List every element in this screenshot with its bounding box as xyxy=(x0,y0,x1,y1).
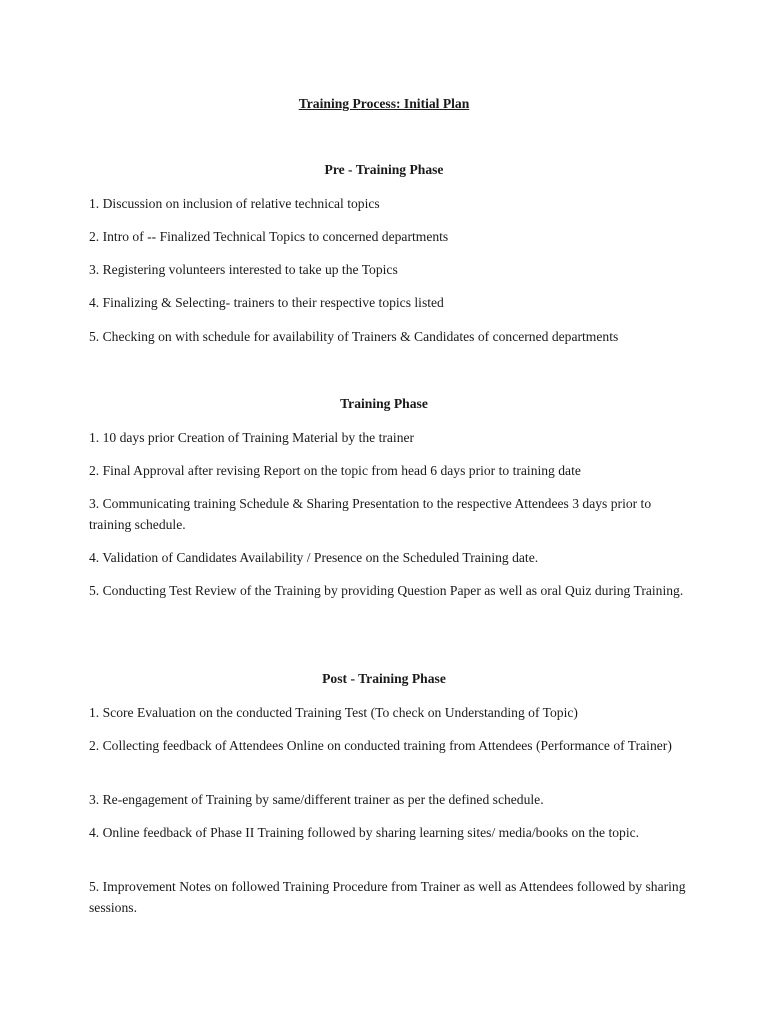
list-item: 4. Validation of Candidates Availability / Presence on the Scheduled Training date. xyxy=(89,550,539,565)
list-item: 2. Final Approval after revising Report on the topic from head 6 days prior to training date xyxy=(89,463,581,478)
list-item: 1. Discussion on inclusion of relative technical topics xyxy=(89,196,380,211)
document-title: Training Process: Initial Plan xyxy=(298,96,470,111)
list-item: 1. Score Evaluation on the conducted Training Test (To check on Understanding of Topic) xyxy=(89,705,578,720)
section-heading-pre-training: Pre - Training Phase xyxy=(324,162,444,177)
list-item: 4. Online feedback of Phase II Training followed by sharing learning sites/ media/books on the topic. xyxy=(89,825,640,840)
list-item: 4. Finalizing & Selecting- trainers to their respective topics listed xyxy=(89,295,444,310)
list-item: 3. Re-engagement of Training by same/different trainer as per the defined schedule. xyxy=(89,792,544,807)
list-item: 2. Collecting feedback of Attendees Online on conducted training from Attendees (Performance of Trainer) xyxy=(89,738,672,753)
section-heading-post-training: Post - Training Phase xyxy=(322,671,446,686)
list-item: 5. Improvement Notes on followed Training Procedure from Trainer as well as Attendees followed by sharing sessions. xyxy=(89,879,686,915)
list-item: 3. Communicating training Schedule & Sharing Presentation to the respective Attendees 3 days prior to training schedule. xyxy=(89,496,652,532)
list-item: 5. Conducting Test Review of the Training by providing Question Paper as well as oral Quiz during Training. xyxy=(89,583,684,598)
section-heading-training: Training Phase xyxy=(340,396,428,411)
list-item: 3. Registering volunteers interested to take up the Topics xyxy=(89,262,398,277)
list-item: 5. Checking on with schedule for availability of Trainers & Candidates of concerned departments xyxy=(89,329,619,344)
list-item: 1. 10 days prior Creation of Training Material by the trainer xyxy=(89,430,415,445)
list-item: 2. Intro of -- Finalized Technical Topics to concerned departments xyxy=(89,229,449,244)
